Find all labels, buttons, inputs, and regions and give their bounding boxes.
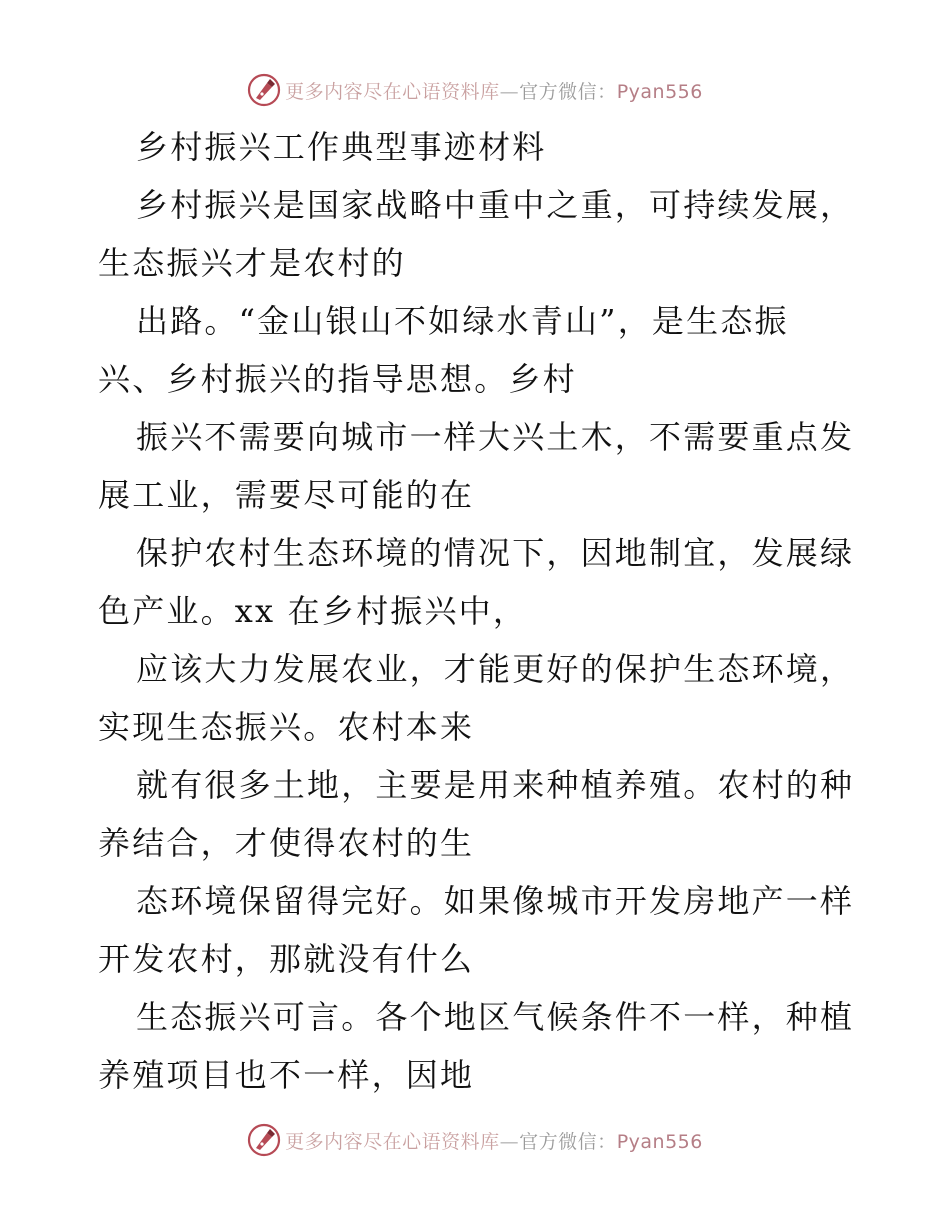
- body-line: 色产业。xx 在乡村振兴中，: [98, 592, 528, 630]
- body-line: 养结合，才使得农村的生: [98, 824, 475, 862]
- watermark-account: Pyan556: [616, 80, 703, 103]
- body-line: 养殖项目也不一样，因地: [98, 1056, 475, 1094]
- body-line: 态环境保留得完好。如果像城市开发房地产一样: [136, 882, 855, 920]
- document-title: 乡村振兴工作典型事迹材料: [136, 128, 547, 166]
- body-line: 就有很多土地，主要是用来种植养殖。农村的种: [136, 766, 855, 804]
- watermark-dash: —: [499, 80, 520, 103]
- watermark-main-text: 更多内容尽在心语资料库: [285, 1130, 500, 1153]
- watermark-account: Pyan556: [616, 1130, 703, 1153]
- watermark-dash: —: [499, 1130, 520, 1153]
- watermark-official-label: 官方微信：: [519, 80, 617, 103]
- body-line: 应该大力发展农业，才能更好的保护生态环境，: [136, 650, 855, 688]
- body-line: 兴、乡村振兴的指导思想。乡村: [98, 360, 577, 398]
- pen-nib-circle-icon: [247, 1123, 281, 1157]
- body-line: 展工业，需要尽可能的在: [98, 476, 475, 514]
- body-line: 生态振兴可言。各个地区气候条件不一样，种植: [136, 998, 855, 1036]
- body-line: 开发农村，那就没有什么: [98, 940, 475, 978]
- body-line: 振兴不需要向城市一样大兴土木，不需要重点发: [136, 418, 855, 456]
- header-watermark: [0, 70, 950, 110]
- pen-nib-circle-icon: [247, 73, 281, 107]
- footer-watermark: [0, 1120, 950, 1160]
- body-line: 保护农村生态环境的情况下，因地制宜，发展绿: [136, 534, 855, 572]
- body-line: 实现生态振兴。农村本来: [98, 708, 475, 746]
- body-line: 乡村振兴是国家战略中重中之重，可持续发展，: [136, 186, 855, 224]
- watermark-main-text: 更多内容尽在心语资料库: [285, 80, 500, 103]
- body-line: 出路。“金山银山不如绿水青山”，是生态振: [136, 302, 789, 340]
- body-line: 生态振兴才是农村的: [98, 244, 406, 282]
- document-body: [98, 118, 858, 1104]
- watermark-official-label: 官方微信：: [519, 1130, 617, 1153]
